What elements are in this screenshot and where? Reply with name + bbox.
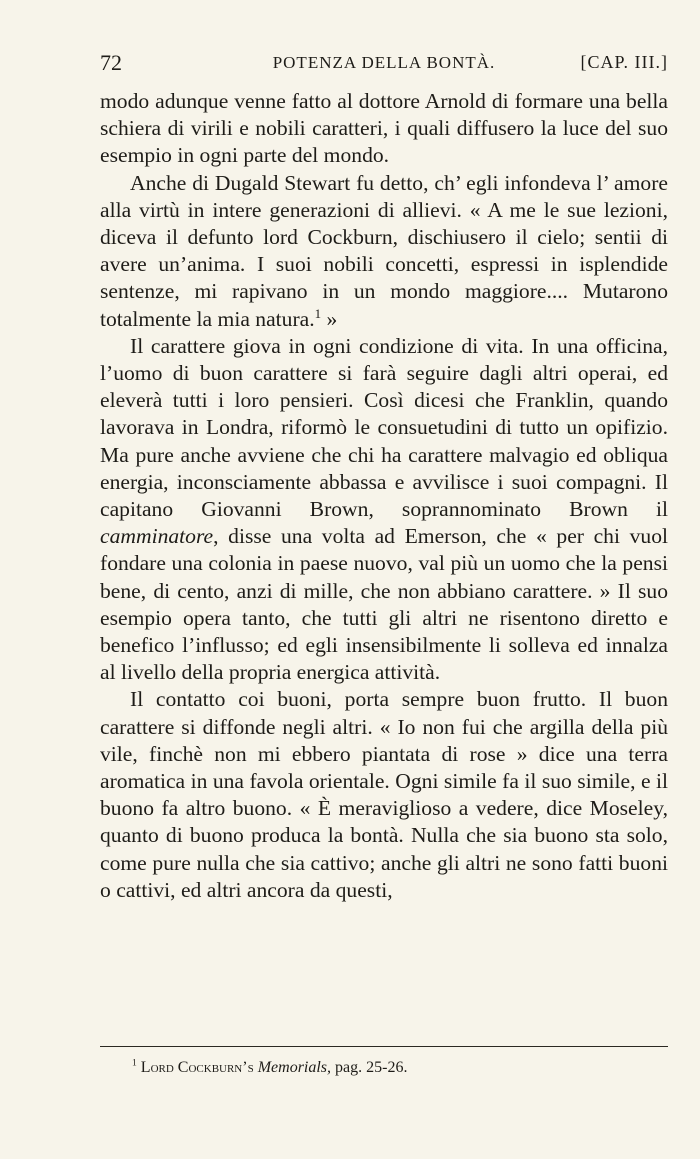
footnote-author: Lord Cockburn’s [140,1059,254,1076]
footnote-reference[interactable]: 1 [314,305,322,321]
paragraph-3-text-b: , disse una volta ad Emerson, che « per chi vuol fondare una colonia in paese nuovo, val più un uomo che la pensi bene, di cento, anzi di mille, che non abbiano carattere. » Il suo esempio opera tanto, che tutti gli altri ne risentono diretto e benefico l’influsso; ed egli insensibilmente li solleva ed innalza al livello della propria energica attività. [100,524,668,685]
body-text [100,88,668,904]
paragraph-3 [100,333,668,687]
footnote-pages: pag. 25-26. [331,1059,408,1076]
footnote-mark: 1 [132,1057,137,1069]
paragraph-3-text-a: Il carattere giova in ogni condizione di vita. In una officina, l’uomo di buon carattere si farà seguire dagli altri operai, ed eleverà tutti i loro pensieri. Così dicesi che Franklin, quando lavorava in Londra, riformò le consuetudini di tutto un opifizio. Ma pure anche avviene che chi ha carattere malvagio ed obliqua energia, inconsciamente abbassa e avvilisce i suoi compagni. Il capitano Giovanni Brown, soprannominato Brown il [100,333,668,522]
paragraph-2 [100,170,668,333]
paragraph-2-text: Anche di Dugald Stewart fu detto, ch’ egli infondeva l’ amore alla virtù in intere generazioni di allievi. « A me le sue lezioni, diceva il defunto lord Cockburn, dischiusero il cielo; sentii di avere un’anima. I suoi nobili concetti, espressi in isplendide sentenze, mi rapivano in un mondo maggiore.... Mutarono totalmente la mia natura. [100,170,668,331]
paragraph-3-italic: camminatore [100,524,214,549]
paragraph-2-end: » [321,306,338,331]
paragraph-4: Il contatto coi buoni, porta sempre buon frutto. Il buon carattere si diffonde negli altri. « Io non fui che argilla della più vile, finchè non mi ebbero piantata di rose » dice una terra aromatica in una favola orientale. Ogni simile fa il suo simile, e il buono fa altro buono. « È meraviglioso a vedere, dice Moseley, quanto di buono produca la bontà. Nulla che sia buono sta solo, come pure nulla che sia cattivo; anche gli altri ne sono fatti buoni o cattivi, ed altri ancora da questi, [100,687,668,902]
footnote [132,1058,407,1078]
page-number: 72 [100,50,122,75]
footnote-rule [100,1046,668,1047]
chapter-label: [CAP. III.] [580,52,668,72]
running-title: POTENZA DELLA BONTÀ. [272,53,496,72]
footnote-work: Memorials, [257,1059,332,1076]
paragraph-1: modo adunque venne fatto al dottore Arnold di formare una bella schiera di virili e nobili caratteri, i quali diffusero la luce del suo esempio in ogni parte del mondo. [100,89,668,168]
running-head [100,50,668,80]
